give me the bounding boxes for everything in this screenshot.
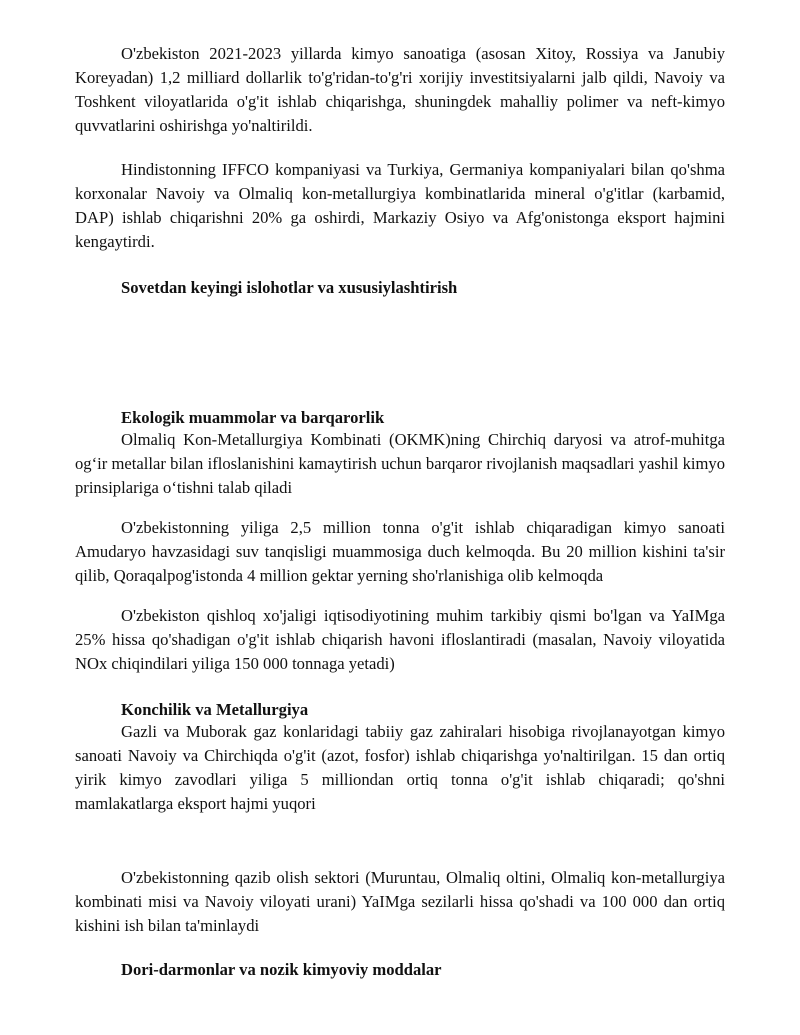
paragraph-water-scarcity: O'zbekistonning yiliga 2,5 million tonna o'g'it ishlab chiqaradigan kimyo sanoati Amudaryo havzasidagi suv tanqisligi muammosiga duch kelmoqda. Bu 20 million kishini ta'sir qilib, Qoraqalpog'istonda 4 million gektar yerning sho'rlanishiga olib kelmoqda [75,518,725,585]
paragraph-extraction-sector: O'zbekistonning qazib olish sektori (Muruntau, Olmaliq oltini, Olmaliq kon-metallurgiya kombinati misi va Navoiy viloyati urani) YaIMga sezilarli hissa qo'shadi va 100 000 dan ortiq kishini ish bilan ta'minlaydi [75,868,725,935]
heading-ecological-problems: Ekologik muammolar va barqarorlik [121,408,385,427]
paragraph-air-pollution: O'zbekiston qishloq xo'jaligi iqtisodiyotining muhim tarkibiy qismi bo'lgan va YaIMga 25% hissa qo'shadigan o'g'it ishlab chiqarish havoni ifloslantiradi (masalan, Navoiy viloyatida NOx chiqindilari yiliga 150 000 tonnaga yetadi) [75,606,725,673]
heading-mining-metallurgy: Konchilik va Metallurgiya [121,700,309,719]
paragraph-investments: O'zbekiston 2021-2023 yillarda kimyo sanoatiga (asosan Xitoy, Rossiya va Janubiy Koreyadan) 1,2 milliard dollarlik to'g'ridan-to'g'ri xorijiy investitsiyalarni jalb qildi, Navoiy va Toshkent viloyatlarida o'g'it ishlab chiqarishga, shuningdek mahalliy polimer va neft-kimyo quvvatlarini oshirishga yo'naltirildi. [75,44,725,135]
paragraph-joint-ventures: Hindistonning IFFCO kompaniyasi va Turkiya, Germaniya kompaniyalari bilan qo'shma korxonalar Navoiy va Olmaliq kon-metallurgiya kombinatlarida mineral o'g'itlar (karbamid, DAP) ishlab chiqarishni 20% ga oshirdi, Markaziy Osiyo va Afg'onistonga eksport hajmini kengaytirdi. [75,160,725,251]
paragraph-okmk-pollution: Olmaliq Kon-Metallurgiya Kombinati (OKMK)ning Chirchiq daryosi va atrof-muhitga og‘ir metallar bilan ifloslanishini kamaytirish uchun barqaror rivojlanish maqsadlari yashil kimyo prinsiplariga o‘tishni talab qiladi [75,430,725,497]
heading-post-soviet-reforms: Sovetdan keyingi islohotlar va xususiylashtirish [121,278,458,297]
paragraph-gas-fertilizer: Gazli va Muborak gaz konlaridagi tabiiy gaz zahiralari hisobiga rivojlanayotgan kimyo sanoati Navoiy va Chirchiqda o'g'it (azot, fosfor) ishlab chiqarishga yo'naltirilgan. 15 dan ortiq yirik kimyo zavodlari yiliga 5 milliondan ortiq tonna o'g'it ishlab chiqaradi; qo'shni mamlakatlarga eksport hajmi yuqori [75,722,725,813]
heading-pharmaceuticals: Dori-darmonlar va nozik kimyoviy moddalar [121,960,442,979]
